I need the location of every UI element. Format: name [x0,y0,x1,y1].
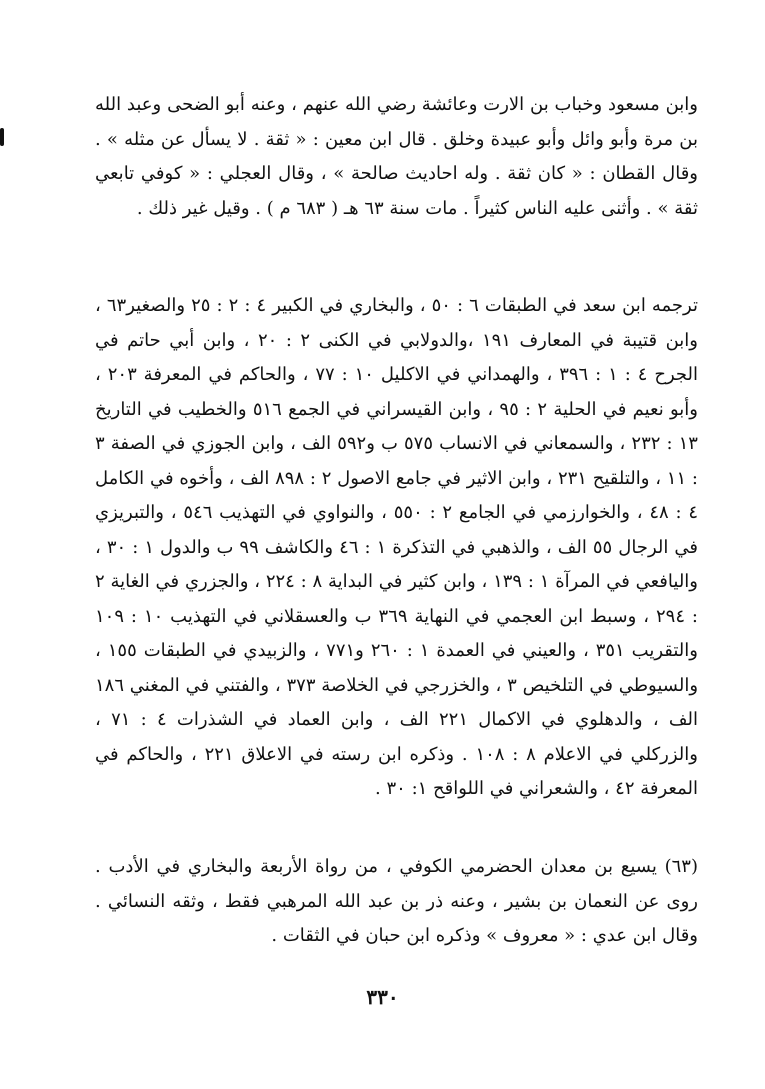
page-number: ٣٣٠ [366,985,399,1009]
binding-edge-mark [0,128,4,146]
sources-paragraph: ترجمه ابن سعد في الطبقات ٦ : ٥٠ ، والبخاري في الكبير ٤ : ٢ : ٢٥ والصغير٦٣ ، وابن قتيبة في المعارف ١٩١ ،والدولابي في الكنى ٢ : ٢٠ ، وابن أبي حاتم في الجرح ٤ : ١ : ٣٩٦ ، والهمداني في الاكليل ١٠ : ٧٧ ، والحاكم في المعرفة ٢٠٣ ، وأبو نعيم في الحلية ٢ : ٩٥ ، وابن القيسراني في الجمع ٥١٦ والخطيب في التاريخ ١٣ : ٢٣٢ ، والسمعاني في الانساب ٥٧٥ ب و٥٩٢ الف ، وابن الجوزي في الصفة ٣ : ١١ ، والتلقيح ٢٣١ ، وابن الاثير في جامع الاصول ٢ : ٨٩٨ الف ، وأخوه في الكامل ٤ : ٤٨ ، والخوارزمي في الجامع ٢ : ٥٥٠ ، والنواوي في التهذيب ٥٤٦ ، والتبريزي في الرجال ٥٥ الف ، والذهبي في التذكرة ١ : ٤٦ والكاشف ٩٩ ب والدول ١ : ٣٠ ، واليافعي في المرآة ١ : ١٣٩ ، وابن كثير في البداية ٨ : ٢٢٤ ، والجزري في الغاية ٢ : ٢٩٤ ، وسبط ابن العجمي في النهاية ٣٦٩ ب والعسقلاني في التهذيب ١٠ : ١٠٩ والتقريب ٣٥١ ، والعيني في العمدة ١ : ٢٦٠ و٧٧١ ، والزبيدي في الطبقات ١٥٥ ، والسيوطي في التلخيص ٣ ، والخزرجي في الخلاصة ٣٧٣ ، والفتني في المغني ١٨٦ الف ، والدهلوي في الاكمال ٢٢١ الف ، وابن العماد في الشذرات ٤ : ٧١ ، والزركلي في الاعلام ٨ : ١٠٨ . وذكره ابن رسته في الاعلاق ٢٢١ ، والحاكم في المعرفة ٤٢ ، والشعراني في اللواقح ١: ٣٠ . [95,295,699,799]
biography-paragraph: وابن مسعود وخباب بن الارت وعائشة رضي الله عنهم ، وعنه أبو الضحى وعبد الله بن مرة وأبو وائل وأبو عبيدة وخلق . قال ابن معين : « ثقة . لا يسأل عن مثله » . وقال القطان : « كان ثقة . وله احاديث صالحة » ، وقال العجلي : « كوفي تابعي ثقة » . وأثنى عليه الناس كثيراً . مات سنة ٦٣ هـ ( ٦٨٣ م ) . وقيل غير ذلك . [95,94,698,219]
entry-63-paragraph: (٦٣) يسيع بن معدان الحضرمي الكوفي ، من رواة الأربعة والبخاري في الأدب . روى عن النعمان بن بشير ، وعنه ذر بن عبد الله المرهبي فقط ، وثقه النسائي . وقال ابن عدي : « معروف » وذكره ابن حبان في الثقات . [95,856,698,946]
